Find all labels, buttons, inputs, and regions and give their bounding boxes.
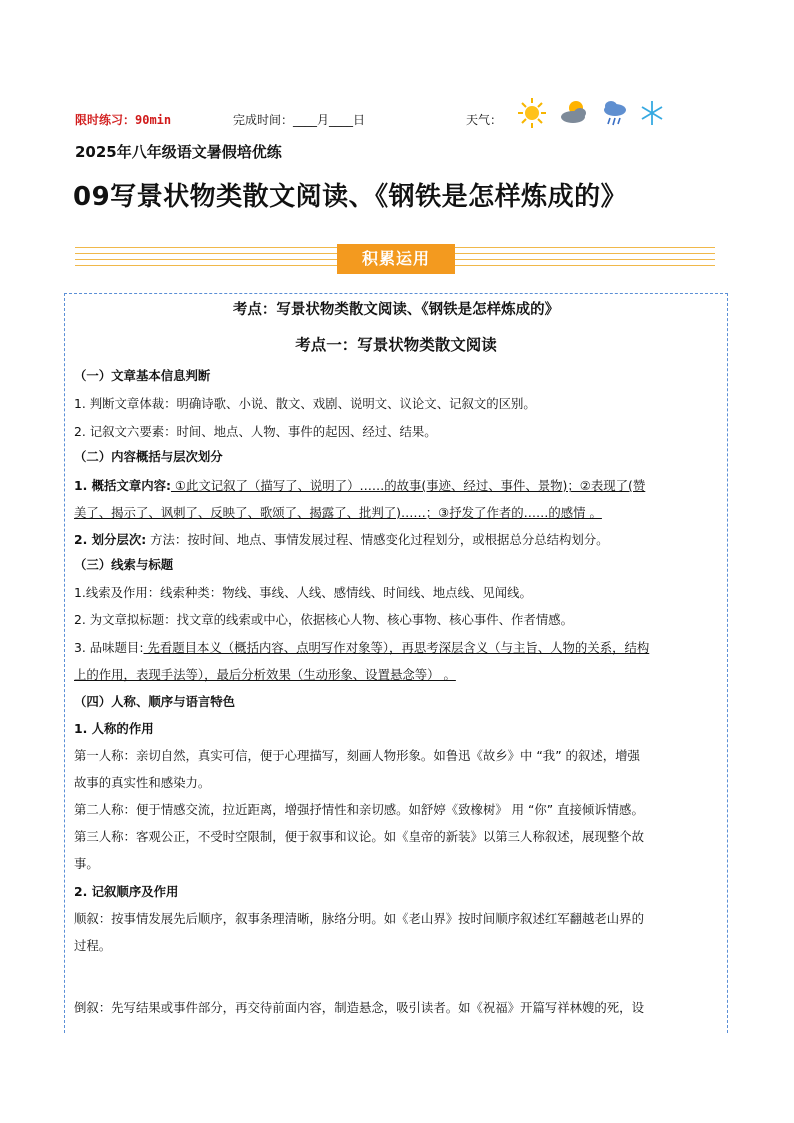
text: 方法：按时间、地点、事情发展过程、情感变化过程划分，或根据总分总结构划分。 — [146, 532, 609, 547]
section-banner: 积累运用 — [337, 244, 455, 274]
subtitle: 2025年八年级语文暑假培优练 — [75, 143, 282, 161]
text-line: 过程。 — [74, 938, 112, 953]
text-line: 1. 判断文章体裁：明确诗歌、小说、散文、戏剧、说明文、议论文、记叙文的区别。 — [74, 396, 536, 411]
time-limit-label: 限时练习：90min — [75, 113, 172, 127]
point-title: 考点一：写景状物类散文阅读 — [295, 336, 497, 354]
text-line: 倒叙：先写结果或事件部分，再交待前面内容，制造悬念，吸引读者。如《祝福》开篇写祥林嫂的死，设 — [74, 1000, 644, 1015]
text-line: 第三人称：客观公正，不受时空限制，便于叙事和议论。如《皇帝的新装》以第三人称叙述，展现整个故 — [74, 829, 644, 844]
text-line: 第二人称：便于情感交流，拉近距离，增强抒情性和亲切感。如舒婷《致橡树》 用 “你” 直接倾诉情感。 — [74, 802, 644, 817]
heading-5: 1. 人称的作用 — [74, 721, 154, 736]
heading-4: （四）人称、顺序与语言特色 — [74, 694, 236, 709]
text-line: 2. 记叙文六要素：时间、地点、人物、事件的起因、经过、结果。 — [74, 424, 437, 439]
heading-3: （三）线索与标题 — [74, 557, 174, 572]
text-line: 故事的真实性和感染力。 — [74, 775, 211, 790]
completion-time-label: 完成时间：____月____日 — [233, 113, 366, 127]
text-line — [74, 640, 724, 656]
label: 1. 概括文章内容: — [74, 478, 171, 493]
underlined-text: 美了、揭示了、讽刺了、反映了、歌颂了、揭露了、批判了)……；③抒发了作者的……的感情 。 — [74, 505, 602, 520]
partly-cloudy-icon — [561, 101, 586, 123]
underlined-text: 先看题目本义（概括内容、点明写作对象等），再思考深层含义（与主旨、人物的关系，结构 — [143, 640, 650, 655]
heading-1: （一）文章基本信息判断 — [74, 368, 211, 383]
label: 3. 品味题目: — [74, 640, 144, 655]
heading-6: 2. 记叙顺序及作用 — [74, 884, 179, 899]
text-line — [74, 478, 724, 494]
label: 2. 划分层次: — [74, 532, 147, 547]
text-line — [74, 532, 724, 548]
page-title: 09写景状物类散文阅读、《钢铁是怎样炼成的》 — [73, 182, 628, 212]
text-line: 顺叙：按事情发展先后顺序，叙事条理清晰，脉络分明。如《老山界》按时间顺序叙述红军翻越老山界的 — [74, 911, 644, 926]
text-line: 1.线索及作用：线索种类：物线、事线、人线、感情线、时间线、地点线、见闻线。 — [74, 585, 532, 600]
snowflake-icon — [642, 101, 662, 125]
text-line: 第一人称：亲切自然，真实可信，便于心理描写，刻画人物形象。如鲁迅《故乡》中 “我” 的叙述，增强 — [74, 748, 640, 763]
heading-2: （二）内容概括与层次划分 — [74, 449, 223, 464]
weather-icons — [518, 96, 668, 130]
text-line: 事。 — [74, 856, 99, 871]
underlined-text: 上的作用，表现手法等），最后分析效果（生动形象、设置悬念等） 。 — [74, 667, 456, 682]
rain-cloud-icon — [604, 101, 626, 125]
underlined-text: ①此文记叙了（描写了、说明了）……的故事(事迹、经过、事件、景物)；②表现了(赞 — [170, 478, 646, 493]
sun-icon — [518, 98, 546, 128]
text-line: 2. 为文章拟标题：找文章的线索或中心，依据核心人物、核心事物、核心事件、作者情感。 — [74, 612, 573, 627]
weather-label: 天气： — [466, 113, 503, 127]
section-title: 考点：写景状物类散文阅读、《钢铁是怎样炼成的》 — [232, 302, 560, 318]
